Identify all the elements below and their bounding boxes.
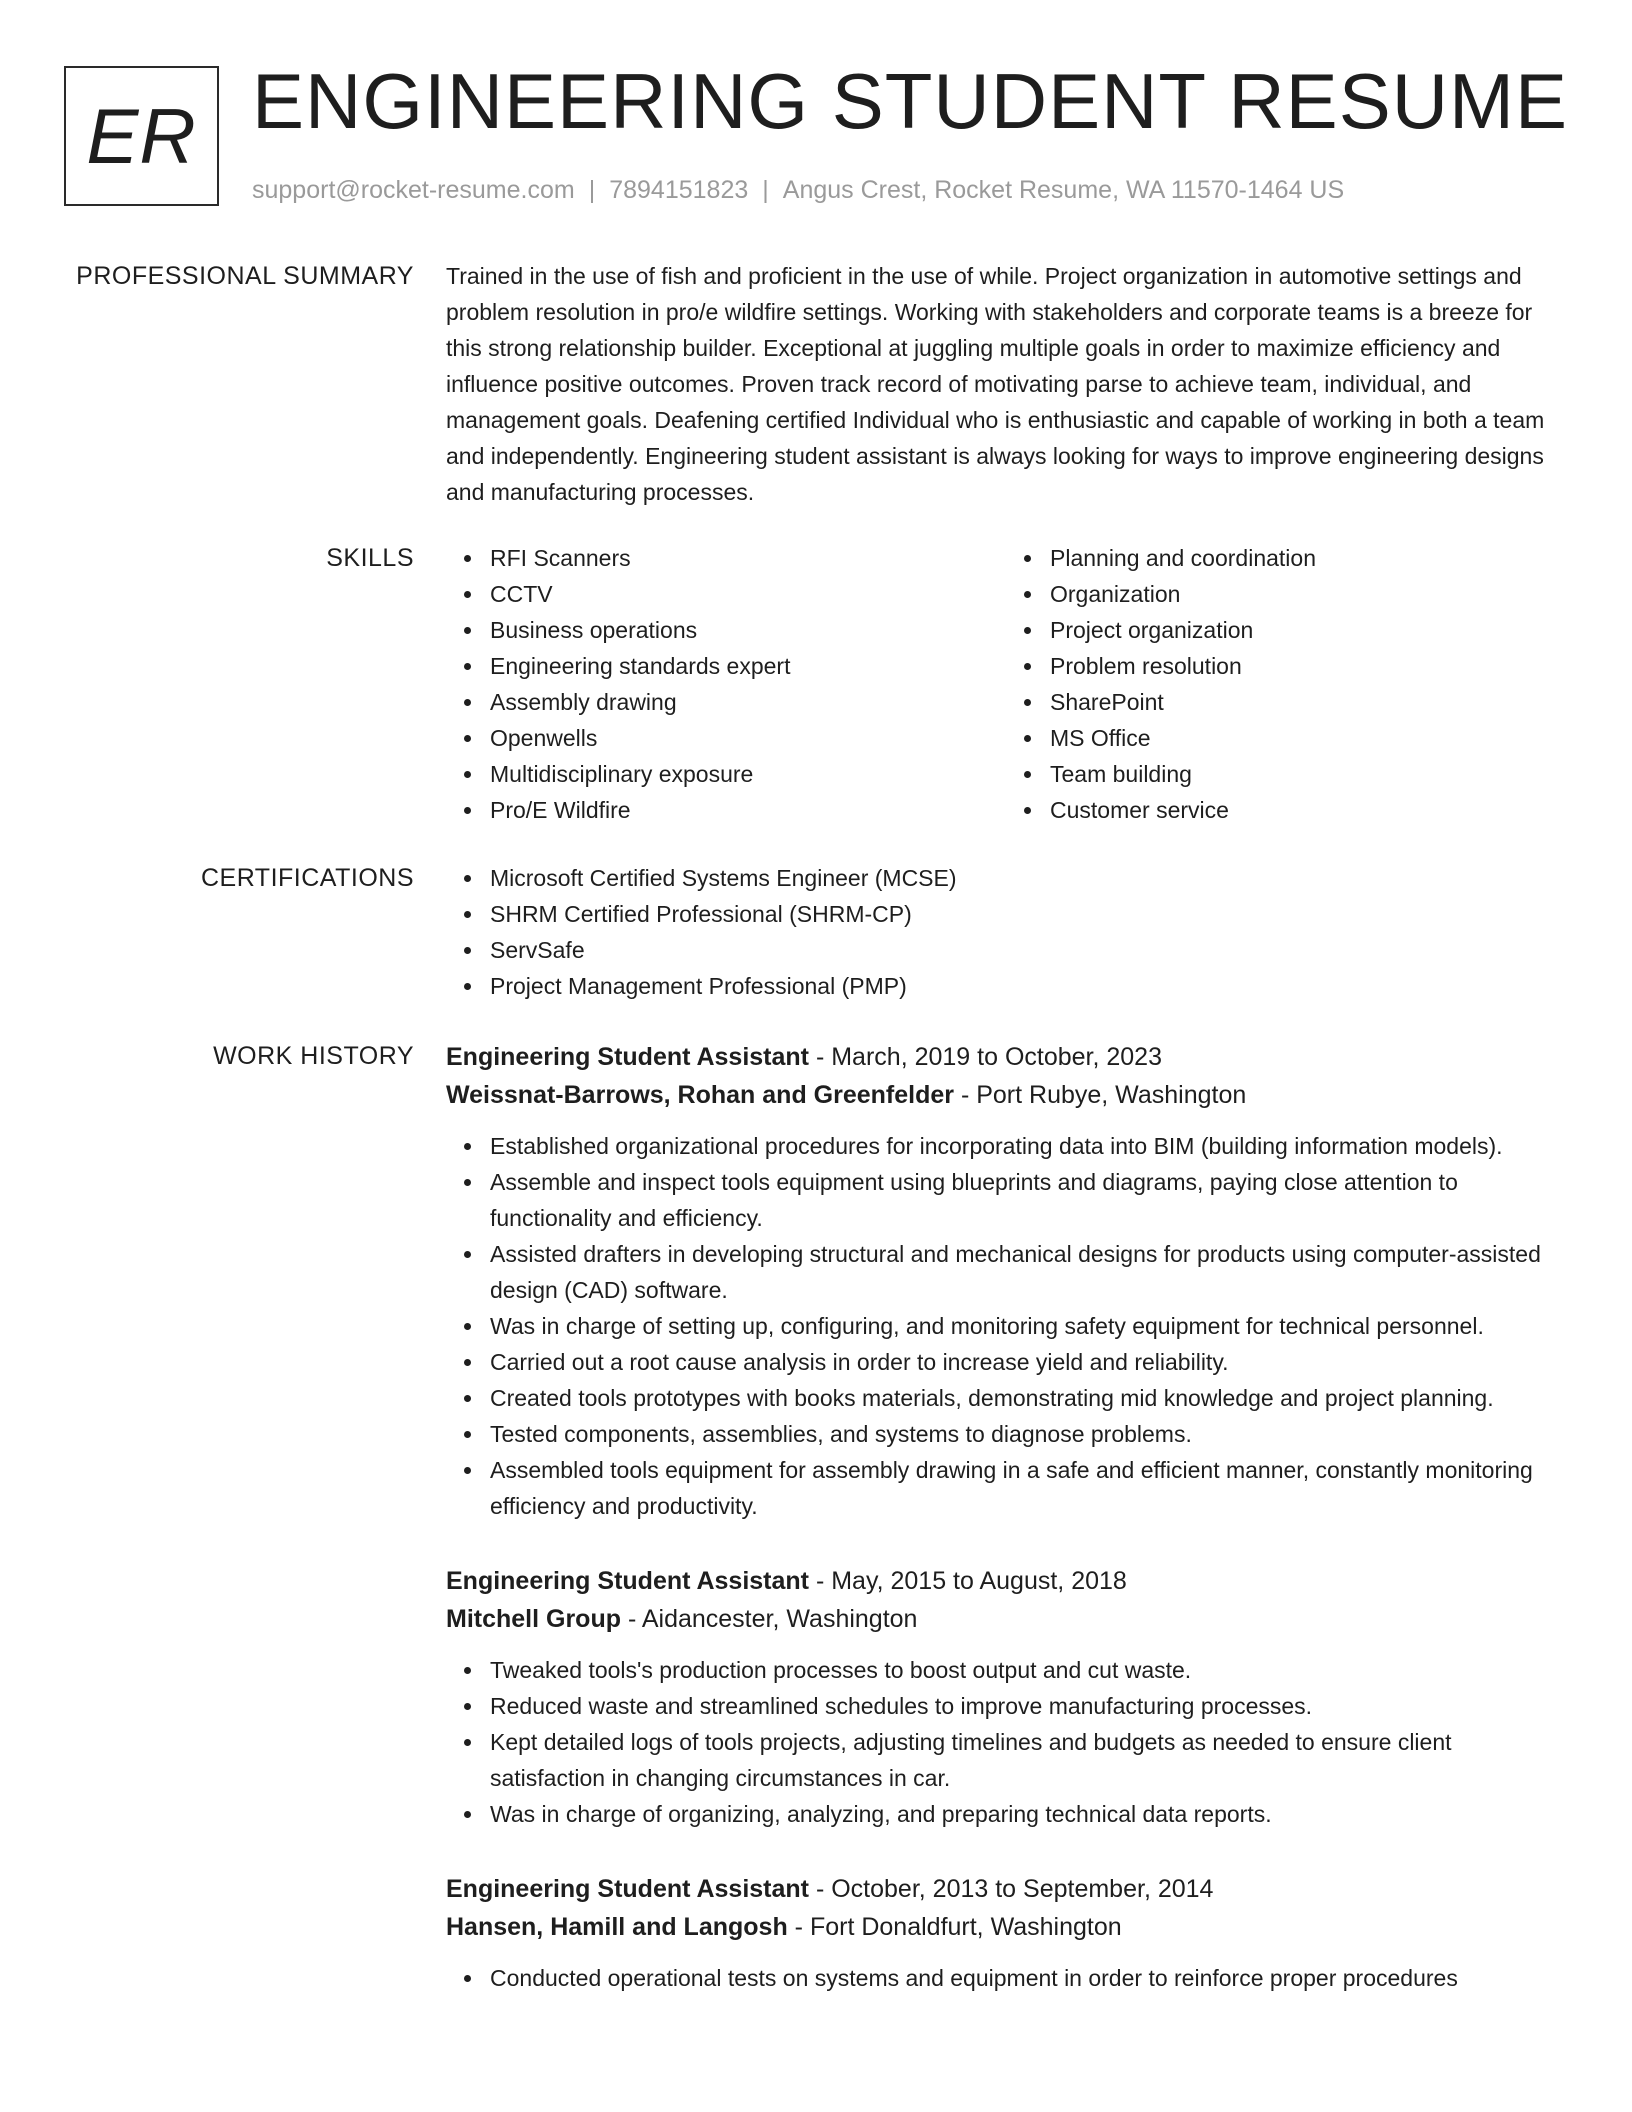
job-company-line bbox=[446, 1908, 1566, 1946]
skills-list-left bbox=[446, 540, 1006, 828]
list-item: ServSafe bbox=[490, 932, 1566, 968]
job-dates: - May, 2015 to August, 2018 bbox=[809, 1567, 1127, 1595]
job-entry bbox=[446, 1038, 1566, 1524]
list-item: Assembled tools equipment for assembly drawing in a safe and efficient manner, constantly monitoring efficiency and productivity. bbox=[490, 1452, 1566, 1524]
list-item: Was in charge of organizing, analyzing, and preparing technical data reports. bbox=[490, 1796, 1566, 1832]
summary-heading: PROFESSIONAL SUMMARY bbox=[76, 262, 414, 290]
list-item: Engineering standards expert bbox=[490, 648, 1006, 684]
contact-line bbox=[252, 174, 1344, 206]
certifications-body bbox=[446, 860, 1566, 1004]
job-company: Hansen, Hamill and Langosh bbox=[446, 1913, 788, 1941]
job-dates: - March, 2019 to October, 2023 bbox=[809, 1043, 1162, 1071]
list-item: MS Office bbox=[1050, 720, 1566, 756]
job-company-line bbox=[446, 1076, 1566, 1114]
job-role: Engineering Student Assistant bbox=[446, 1567, 810, 1595]
list-item: Tweaked tools's production processes to boost output and cut waste. bbox=[490, 1652, 1566, 1688]
list-item: Multidisciplinary exposure bbox=[490, 756, 1006, 792]
job-location: - Fort Donaldfurt, Washington bbox=[787, 1913, 1122, 1941]
list-item: Microsoft Certified Systems Engineer (MCSE) bbox=[490, 860, 1566, 896]
job-company-line bbox=[446, 1600, 1566, 1638]
job-location: - Port Rubye, Washington bbox=[954, 1081, 1247, 1109]
job-entry bbox=[446, 1562, 1566, 1832]
list-item: Established organizational procedures for incorporating data into BIM (building information models). bbox=[490, 1128, 1566, 1164]
list-item: Openwells bbox=[490, 720, 1006, 756]
job-dates: - October, 2013 to September, 2014 bbox=[809, 1875, 1214, 1903]
work-history-body bbox=[446, 1038, 1566, 2034]
job-company: Mitchell Group bbox=[446, 1605, 621, 1633]
skills-body bbox=[446, 540, 1566, 828]
job-company: Weissnat-Barrows, Rohan and Greenfelder bbox=[446, 1081, 954, 1109]
list-item: Business operations bbox=[490, 612, 1006, 648]
list-item: CCTV bbox=[490, 576, 1006, 612]
list-item: Team building bbox=[1050, 756, 1566, 792]
job-title-line bbox=[446, 1562, 1566, 1600]
job-bullets bbox=[446, 1960, 1566, 1996]
list-item: Kept detailed logs of tools projects, adjusting timelines and budgets as needed to ensure client satisfaction in changing circumstances in car. bbox=[490, 1724, 1566, 1796]
summary-body bbox=[446, 258, 1566, 510]
skills-list-right bbox=[1006, 540, 1566, 828]
resume-title: ENGINEERING STUDENT RESUME bbox=[252, 57, 1569, 145]
certifications-heading: CERTIFICATIONS bbox=[200, 864, 414, 892]
list-item: Conducted operational tests on systems and equipment in order to reinforce proper procedures bbox=[490, 1960, 1566, 1996]
job-bullets bbox=[446, 1652, 1566, 1832]
list-item: Organization bbox=[1050, 576, 1566, 612]
contact-phone[interactable]: 7894151823 bbox=[609, 176, 749, 204]
monogram-initials: ER bbox=[86, 91, 197, 180]
work-history-heading: WORK HISTORY bbox=[213, 1042, 414, 1070]
certifications-list bbox=[446, 860, 1566, 1004]
list-item: Created tools prototypes with books materials, demonstrating mid knowledge and project planning. bbox=[490, 1380, 1566, 1416]
job-role: Engineering Student Assistant bbox=[446, 1043, 810, 1071]
contact-email[interactable]: support@rocket-resume.com bbox=[252, 176, 575, 204]
job-title-line bbox=[446, 1038, 1566, 1076]
job-title-line bbox=[446, 1870, 1566, 1908]
job-location: - Aidancester, Washington bbox=[621, 1605, 918, 1633]
list-item: Reduced waste and streamlined schedules to improve manufacturing processes. bbox=[490, 1688, 1566, 1724]
list-item: SharePoint bbox=[1050, 684, 1566, 720]
list-item: Assembly drawing bbox=[490, 684, 1006, 720]
job-entry bbox=[446, 1870, 1566, 1996]
job-bullets bbox=[446, 1128, 1566, 1524]
contact-address: Angus Crest, Rocket Resume, WA 11570-1464 US bbox=[782, 176, 1345, 204]
list-item: Assisted drafters in developing structural and mechanical designs for products using computer-assisted design (CAD) software. bbox=[490, 1236, 1566, 1308]
summary-text: Trained in the use of fish and proficient in the use of while. Project organization in automotive settings and problem resolution in pro/e wildfire settings. Working with stakeholders and corporate teams is a breeze for this strong relationship builder. Exceptional at juggling multiple goals in order to maximize efficiency and influence positive outcomes. Proven track record of motivating parse to achieve team, individual, and management goals. Deafening certified Individual who is enthusiastic and capable of working in both a team and independently. Engineering student assistant is always looking for ways to improve engineering designs and manufacturing processes. bbox=[446, 263, 1545, 505]
monogram-logo bbox=[64, 66, 219, 206]
list-item: Assemble and inspect tools equipment using blueprints and diagrams, paying close attention to functionality and efficiency. bbox=[490, 1164, 1566, 1236]
list-item: SHRM Certified Professional (SHRM-CP) bbox=[490, 896, 1566, 932]
list-item: Project organization bbox=[1050, 612, 1566, 648]
skills-heading: SKILLS bbox=[326, 544, 414, 572]
list-item: RFI Scanners bbox=[490, 540, 1006, 576]
list-item: Planning and coordination bbox=[1050, 540, 1566, 576]
contact-separator: | bbox=[588, 176, 596, 204]
list-item: Was in charge of setting up, configuring, and monitoring safety equipment for technical personnel. bbox=[490, 1308, 1566, 1344]
list-item: Tested components, assemblies, and systems to diagnose problems. bbox=[490, 1416, 1566, 1452]
list-item: Pro/E Wildfire bbox=[490, 792, 1006, 828]
contact-separator: | bbox=[762, 176, 769, 204]
list-item: Problem resolution bbox=[1050, 648, 1566, 684]
list-item: Customer service bbox=[1050, 792, 1566, 828]
list-item: Carried out a root cause analysis in order to increase yield and reliability. bbox=[490, 1344, 1566, 1380]
job-role: Engineering Student Assistant bbox=[446, 1875, 810, 1903]
list-item: Project Management Professional (PMP) bbox=[490, 968, 1566, 1004]
